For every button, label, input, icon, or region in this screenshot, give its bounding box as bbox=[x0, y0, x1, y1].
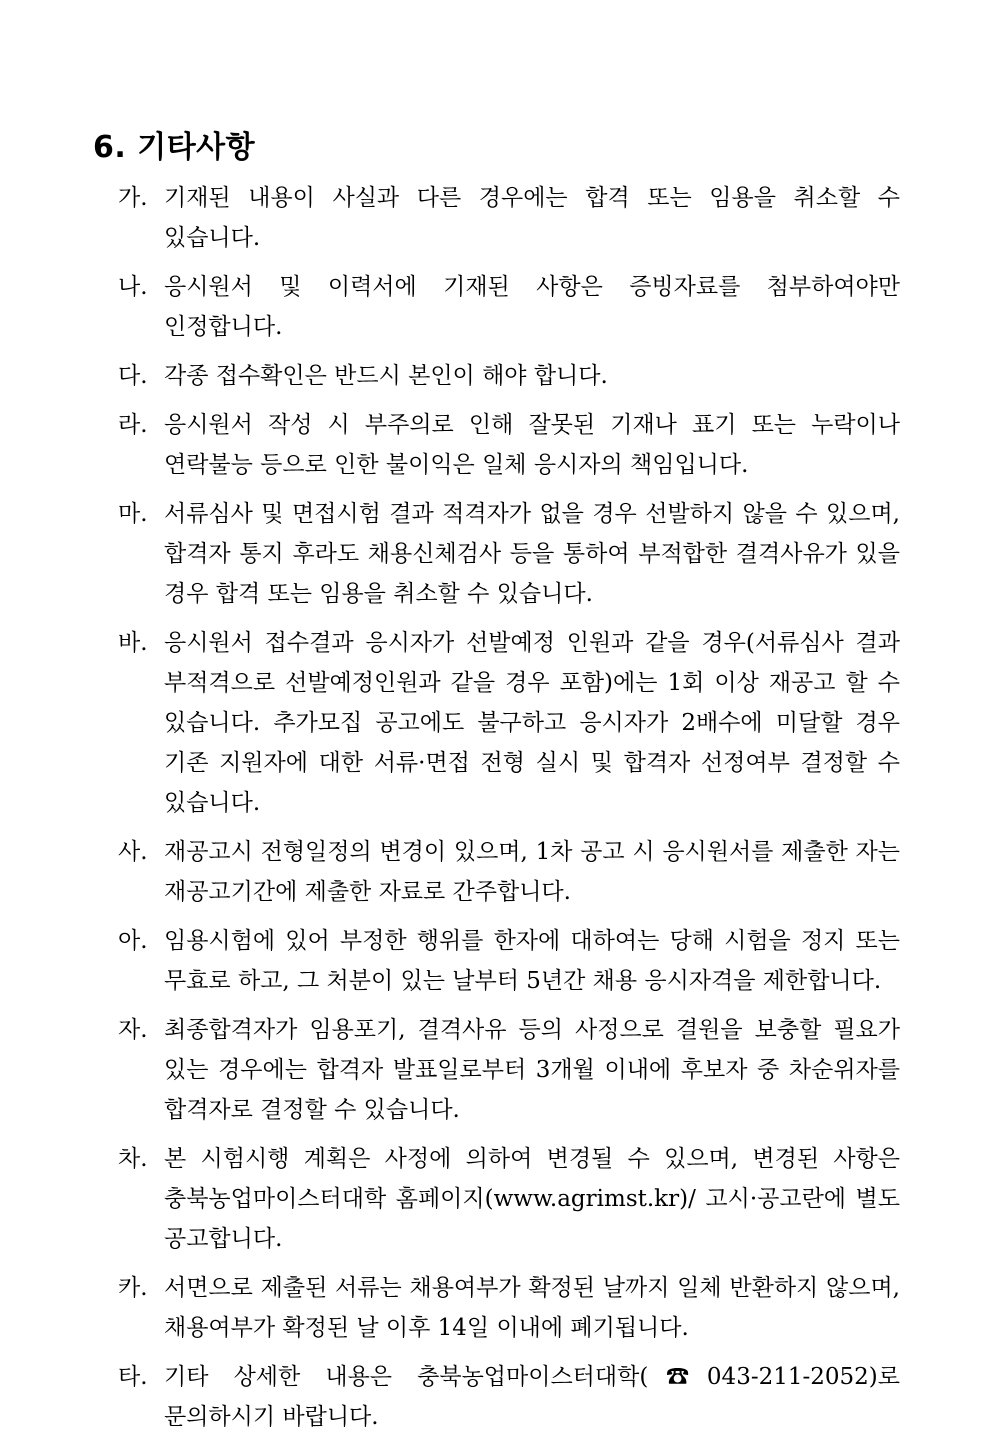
item-text: 기재된 내용이 사실과 다른 경우에는 합격 또는 임용을 취소할 수 있습니다. bbox=[164, 185, 900, 251]
list-item bbox=[118, 1010, 900, 1130]
list-item bbox=[118, 1268, 900, 1348]
item-marker: 가. bbox=[118, 185, 148, 211]
notice-list bbox=[118, 178, 900, 1446]
item-text: 응시원서 작성 시 부주의로 인해 잘못된 기재나 표기 또는 누락이나 연락불능 등으로 인한 불이익은 일체 응시자의 책임입니다. bbox=[164, 412, 900, 478]
list-item bbox=[118, 494, 900, 614]
item-marker: 사. bbox=[118, 839, 148, 865]
item-marker: 자. bbox=[118, 1017, 148, 1043]
list-item bbox=[118, 267, 900, 347]
item-marker: 마. bbox=[118, 501, 148, 527]
list-item bbox=[118, 1357, 900, 1437]
item-text: 임용시험에 있어 부정한 행위를 한자에 대하여는 당해 시험을 정지 또는 무효로 하고, 그 처분이 있는 날부터 5년간 채용 응시자격을 제한합니다. bbox=[164, 928, 900, 994]
item-marker: 라. bbox=[118, 412, 148, 438]
list-item bbox=[118, 832, 900, 912]
item-text: 각종 접수확인은 반드시 본인이 해야 합니다. bbox=[164, 363, 608, 389]
list-item bbox=[118, 1139, 900, 1259]
item-text: 서면으로 제출된 서류는 채용여부가 확정된 날까지 일체 반환하지 않으며, 채용여부가 확정된 날 이후 14일 이내에 폐기됩니다. bbox=[164, 1275, 900, 1341]
item-marker: 나. bbox=[118, 274, 148, 300]
list-item bbox=[118, 921, 900, 1001]
item-marker: 타. bbox=[118, 1364, 148, 1390]
item-text: 서류심사 및 면접시험 결과 적격자가 없을 경우 선발하지 않을 수 있으며, 합격자 통지 후라도 채용신체검사 등을 통하여 부적합한 결격사유가 있을 경우 합격 또는 임용을 취소할 수 있습니다. bbox=[164, 501, 900, 607]
item-text: 본 시험시행 계획은 사정에 의하여 변경될 수 있으며, 변경된 사항은 충북농업마이스터대학 홈페이지(www.agrimst.kr)/ 고시·공고란에 별도 공고합니다. bbox=[164, 1146, 900, 1252]
item-text: 최종합격자가 임용포기, 결격사유 등의 사정으로 결원을 보충할 필요가 있는 경우에는 합격자 발표일로부터 3개월 이내에 후보자 중 차순위자를 합격자로 결정할 수 있습니다. bbox=[164, 1017, 900, 1123]
item-marker: 바. bbox=[118, 630, 148, 656]
section-title: 6. 기타사항 bbox=[93, 130, 256, 165]
item-marker: 카. bbox=[118, 1275, 148, 1301]
item-text: 기타 상세한 내용은 충북농업마이스터대학(☎043-211-2052)로 문의하시기 바랍니다. bbox=[164, 1364, 900, 1430]
item-text: 응시원서 및 이력서에 기재된 사항은 증빙자료를 첨부하여야만 인정합니다. bbox=[164, 274, 900, 340]
item-text: 재공고시 전형일정의 변경이 있으며, 1차 공고 시 응시원서를 제출한 자는 재공고기간에 제출한 자료로 간주합니다. bbox=[164, 839, 900, 905]
item-marker: 차. bbox=[118, 1146, 148, 1172]
item-text: 응시원서 접수결과 응시자가 선발예정 인원과 같을 경우(서류심사 결과 부적격으로 선발예정인원과 같을 경우 포함)에는 1회 이상 재공고 할 수 있습니다. 추가모집 공고에도 불구하고 응시자가 2배수에 미달할 경우 기존 지원자에 대한 서류·면접 전형 실시 및 합격자 선정여부 결정할 수 있습니다. bbox=[164, 630, 900, 816]
list-item bbox=[118, 405, 900, 485]
list-item bbox=[118, 356, 900, 396]
list-item bbox=[118, 178, 900, 258]
item-marker: 아. bbox=[118, 928, 148, 954]
list-item bbox=[118, 623, 900, 823]
item-marker: 다. bbox=[118, 363, 148, 389]
